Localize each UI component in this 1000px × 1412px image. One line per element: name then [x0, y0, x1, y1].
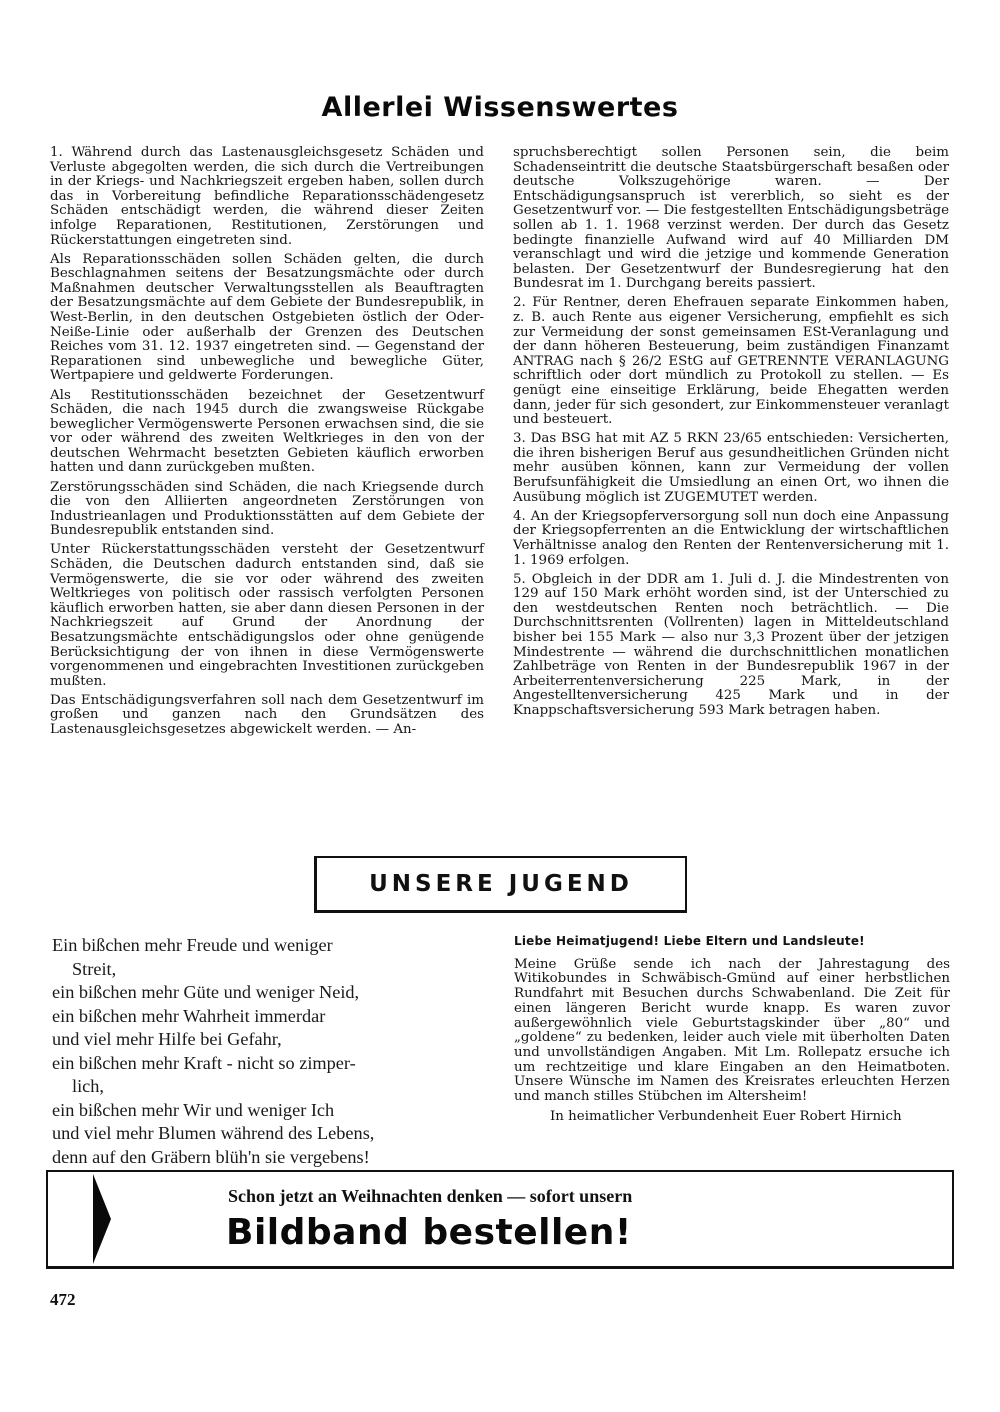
letter [514, 934, 950, 1124]
poem-line: ein bißchen mehr Wir und weniger Ich [52, 1099, 335, 1120]
advertisement-headline: Bildband bestellen! [226, 1212, 632, 1253]
page-number: 472 [50, 1290, 76, 1309]
paragraph: spruchsberechtigt sollen Personen sein, die beim Schadenseintritt die deutsche Staatsbürgerschaft besaßen oder deutsche Volkszugehörige waren. — Der Entschädigungsanspruch ist vererblich, so sieht es der Gesetzentwurf vor. — Die festgestellten Entschädigungsbeträge sollen ab 1. 1. 1968 verzinst werden. Der durch das Gesetz bedingte finanzielle Aufwand wird auf 40 Milliarden DM veranschlagt und wird die jetzige und kommende Generation belasten. Der Gesetzentwurf der Bundesregierung hat den Bundesrat im 1. Durchgang bereits passiert. [513, 145, 949, 292]
paragraph: 1. Während durch das Lastenausgleichsgesetz Schäden und Verluste abgegolten werden, die sich durch die Vertreibungen in der Kriegs- und Nachkriegszeit ergeben haben, sollen durch das in Vorbereitung befindliche Reparationsschädengesetz Schäden entschädigt werden, die während dieser Zeiten infolge Reparationen, Restitutionen, Zerstörungen und Rückerstattungen eingetreten sind. [50, 145, 484, 248]
paragraph: Als Reparationsschäden sollen Schäden gelten, die durch Beschlagnahmen seitens der Besatzungsmächte oder durch Maßnahmen deutscher Verwaltungsstellen als Beauftragten der Besatzungsmächte auf dem Gebiete der Bundesrepublik, in West-Berlin, in den deutschen Ostgebieten östlich der Oder-Neiße-Linie oder außerhalb der Grenzen des Deutschen Reiches vom 31. 12. 1937 eingetreten sind. — Gegenstand der Reparationen sind unbewegliche und bewegliche Güter, Wertpapiere und geldwerte Forderungen. [50, 251, 484, 384]
article-left-column [50, 146, 484, 742]
poem-line: und viel mehr Blumen während des Lebens, [52, 1123, 375, 1143]
arrow-right-icon [93, 1174, 111, 1264]
poem-line: Streit, [72, 958, 117, 979]
paragraph: 2. Für Rentner, deren Ehefrauen separate Einkommen haben, z. B. auch Rente aus eigener Versicherung, empfiehlt es sich zur Vermeidung der sonst gemeinsamen ESt-Veranlagung und der dann höheren Besteuerung, beim zuständigen Finanzamt ANTRAG nach § 26/2 EStG auf GETRENNTE VERANLAGUNG schriftlich oder dort mündlich zu Protokoll zu stellen. — Es genügt eine einseitige Erklärung, beide Ehegatten werden dann, jeder für sich gesondert, zur Einkommensteuer veranlagt und besteuert. [513, 295, 949, 428]
paragraph: Als Restitutionsschäden bezeichnet der Gesetzentwurf Schäden, die nach 1945 durch die zwangsweise Rückgabe beweglicher Vermögenswerte Personen erwachsen sind, die sie vor oder während des zweiten Weltkrieges in den von der deutschen Wehrmacht besetzten Gebieten käuflich erworben hatten und dann zurückgeben mußten. [50, 387, 484, 476]
poem-line: lich, [72, 1076, 104, 1096]
poem-line: und viel mehr Hilfe bei Gefahr, [52, 1029, 282, 1049]
advertisement-tagline: Schon jetzt an Weihnachten denken — sofort unsern [228, 1186, 633, 1206]
poem-line: ein bißchen mehr Kraft - nicht so zimper- [52, 1052, 356, 1073]
section-header-label: UNSERE JUGEND [369, 871, 633, 897]
letter-heading: Liebe Heimatjugend! Liebe Eltern und Landsleute! [514, 934, 865, 948]
section-header-box [314, 856, 687, 913]
paragraph: 3. Das BSG hat mit AZ 5 RKN 23/65 entschieden: Versicherten, die ihren bisherigen Beruf aus gesundheitlichen Gründen nicht mehr ausüben können, kann zur Vermeidung der vollen Berufsunfähigkeit die Umsiedlung an einen Ort, wo ihnen die Ausübung möglich ist ZUGEMUTET werden. [513, 431, 949, 505]
poem [52, 934, 484, 1169]
article-title: Allerlei Wissenswertes [321, 92, 679, 123]
poem-line: ein bißchen mehr Güte und weniger Neid, [52, 982, 360, 1002]
paragraph: 4. An der Kriegsopferversorgung soll nun doch eine Anpassung der Kriegsopferrenten an die Entwicklung der wirtschaftlichen Verhältnisse analog den Renten der Rentenversicherung mit 1. 1. 1969 erfolgen. [513, 508, 949, 568]
letter-signature: In heimatlicher Verbundenheit Euer Robert Hirnich [550, 1108, 902, 1124]
poem-line-text: Ein bißchen mehr Freude und weniger [52, 935, 333, 955]
paragraph: Unter Rückerstattungsschäden versteht der Gesetzentwurf Schäden, die Deutschen dadurch entstanden sind, daß sie Vermögenswerte, die sie vor oder während des zweiten Weltkrieges von politisch oder rassisch verfolgten Personen käuflich erworben hatten, sie aber dann diesen Personen in der Nachkriegszeit auf Grund der Anordnung der Besatzungsmächte entschädigungslos oder ohne genügende Berücksichtigung der von ihnen in diese Vermögenswerte vorgenommenen und eingebrachten Investitionen zurückgeben mußten. [50, 542, 484, 689]
poem-line: ein bißchen mehr Wahrheit immerdar [52, 1005, 326, 1026]
paragraph: 5. Obgleich in der DDR am 1. Juli d. J. die Mindestrenten von 129 auf 150 Mark erhöht worden sind, ist der Unterschied zu den westdeutschen Renten noch beträchtlich. — Die Durchschnittsrenten (Vollrenten) lagen in Mitteldeutschland bisher bei 155 Mark — also nur 3,3 Prozent über der jetzigen Mindestrente — während die durchschnittlichen monatlichen Zahlbeträge von Renten in der Bundesrepublik 1967 in der Arbeiterrentenversicherung 225 Mark, in der Angestelltenversicherung 425 Mark und in der Knappschaftsversicherung 593 Mark betragen haben. [513, 571, 949, 718]
letter-body: Meine Grüße sende ich nach der Jahrestagung des Witikobundes in Schwäbisch-Gmünd auf einer herbstlichen Rundfahrt mit Besuchen durchs Schwabenland. Die Zeit für einen längeren Bericht wurde knapp. Es waren zuvor außergewöhnlich viele Geburtstagskinder über „80“ und „goldene“ zu bedenken, leider auch viele mit überholten Daten und unvollständigen Angaben. Mit Lm. Rollepatz ersuche ich um rechtzeitige und klare Eingaben an den Heimatboten. Unsere Wünsche im Namen des Kreisrates erleuchten Herzen und manch stilles Stübchen im Altersheim! [514, 956, 950, 1105]
poem-line: denn auf den Gräbern blüh'n sie vergebens! [52, 1146, 370, 1167]
advertisement-box [46, 1170, 954, 1269]
article-right-column [513, 146, 949, 723]
poem-line [52, 934, 484, 958]
paragraph: Das Entschädigungsverfahren soll nach dem Gesetzentwurf im großen und ganzen nach den Grundsätzen des Lastenausgleichsgesetzes abgewickelt werden. — An- [50, 692, 484, 738]
paragraph: Zerstörungsschäden sind Schäden, die nach Kriegsende durch die von den Alliierten angeordneten Zerstörungen von Industrieanlagen und Produktionsstätten auf dem Gebiete der Bundesrepublik entstanden sind. [50, 479, 484, 539]
